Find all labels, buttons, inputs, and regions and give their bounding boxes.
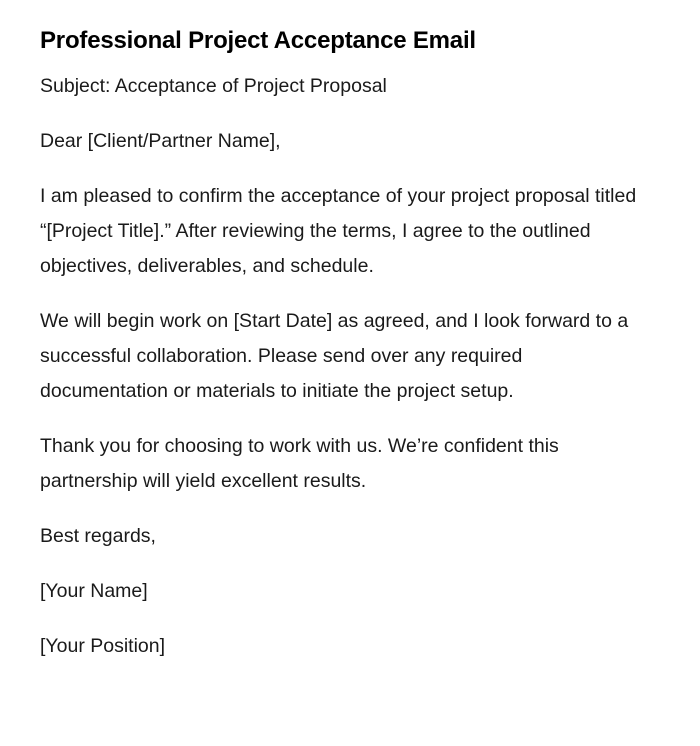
document-title: Professional Project Acceptance Email bbox=[40, 27, 476, 54]
body-paragraph-2: We will begin work on [Start Date] as agreed, and I look forward to a successful collaboration. Please send over any required documentation or materials to initiate the project setup. bbox=[40, 310, 629, 402]
email-document bbox=[40, 26, 640, 664]
sender-name: [Your Name] bbox=[40, 580, 148, 602]
body-paragraph-1: I am pleased to confirm the acceptance of your project proposal titled “[Project Title].” After reviewing the terms, I agree to the outlined objectives, deliverables, and schedule. bbox=[40, 185, 637, 277]
email-greeting: Dear [Client/Partner Name], bbox=[40, 130, 281, 152]
body-paragraph-3: Thank you for choosing to work with us. We’re confident this partnership will yield excellent results. bbox=[40, 435, 559, 492]
sender-position: [Your Position] bbox=[40, 635, 166, 657]
email-subject: Subject: Acceptance of Project Proposal bbox=[40, 75, 387, 97]
email-closing: Best regards, bbox=[40, 525, 156, 547]
